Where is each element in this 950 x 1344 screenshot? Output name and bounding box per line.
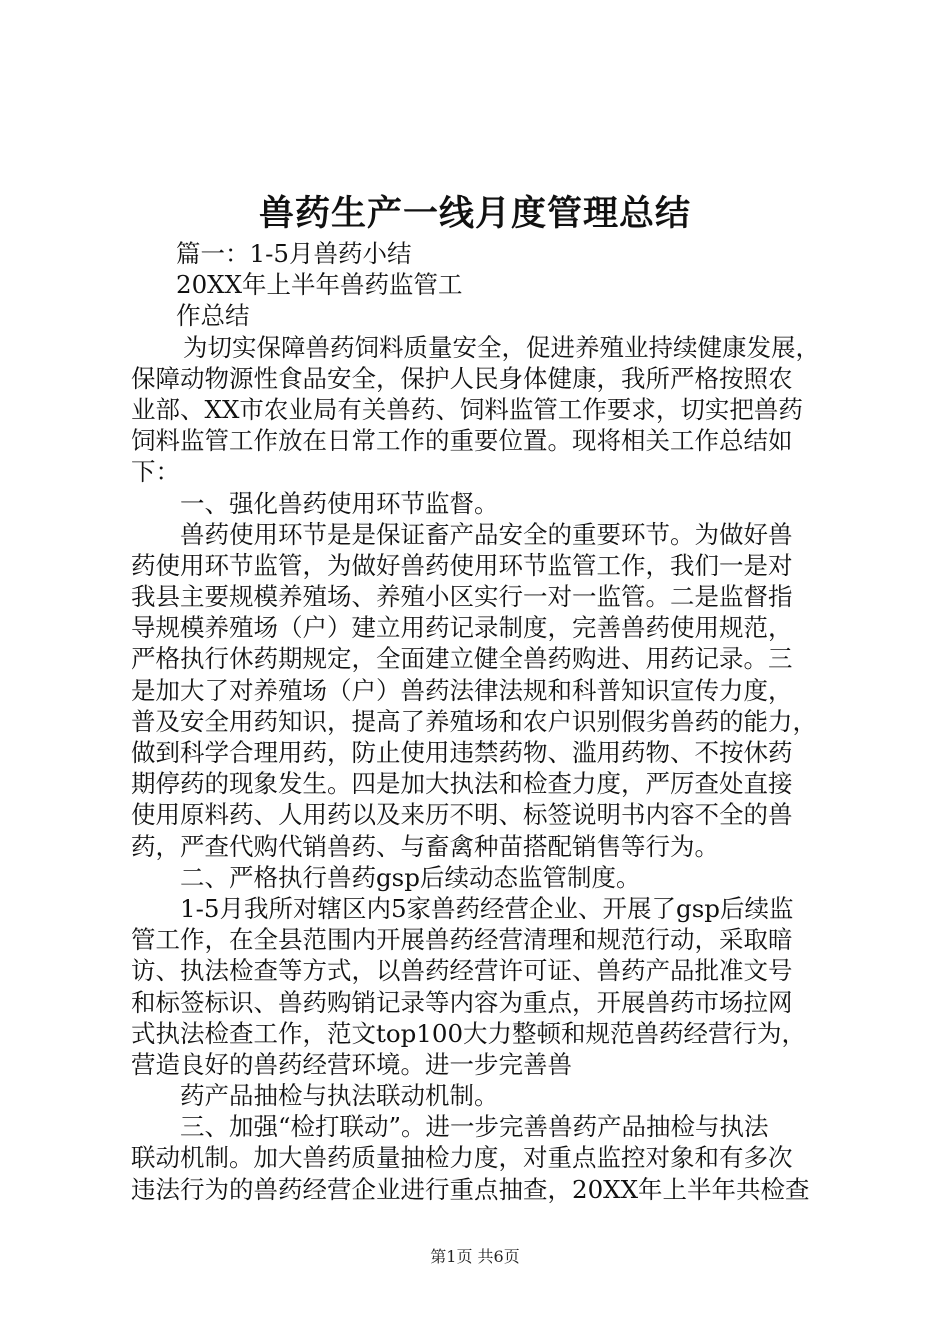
paragraph-line: 严格执行休药期规定，全面建立健全兽药购进、用药记录。三 [131, 644, 793, 674]
paragraph-line: 药，严查代购代销兽药、与畜禽种苗搭配销售等行为。 [131, 831, 719, 861]
paragraph-line: 药产品抽检与执法联动机制。 [180, 1081, 499, 1111]
section-heading: 篇一：1-5月兽药小结 [176, 239, 412, 268]
document-title: 兽药生产一线月度管理总结 [258, 194, 691, 234]
section-heading: 一、强化兽药使用环节监督。 [180, 488, 499, 518]
subtitle-line: 作总结 [176, 301, 250, 331]
paragraph-line: 做到科学合理用药，防止使用违禁药物、滥用药物、不按休药 [131, 738, 793, 767]
paragraph-line: 使用原料药、人用药以及来历不明、标签说明书内容不全的兽 [131, 800, 793, 830]
paragraph-line: 饲料监管工作放在日常工作的重要位置。现将相关工作总结如 [131, 426, 793, 456]
paragraph-line: 访、执法检查等方式，以兽药经营许可证、兽药产品批准文号 [131, 956, 793, 986]
paragraph-line: 联动机制。加大兽药质量抽检力度，对重点监控对象和有多次 [131, 1143, 793, 1173]
paragraph-line: 违法行为的兽药经营企业进行重点抽查，20XX年上半年共检查 [131, 1174, 810, 1204]
subtitle-line: 20XX年上半年兽药监管工 [176, 270, 463, 300]
paragraph-line: 和标签标识、兽药购销记录等内容为重点，开展兽药市场拉网 [131, 987, 793, 1017]
section-heading: 二、严格执行兽药gsp后续动态监管制度。 [180, 862, 641, 892]
paragraph-line: 我县主要规模养殖场、养殖小区实行一对一监管。二是监督指 [131, 582, 793, 612]
paragraph-line: 保障动物源性食品安全，保护人民身体健康，我所严格按照农 [131, 363, 793, 393]
paragraph-line: 是加大了对养殖场（户）兽药法律法规和科普知识宣传力度， [131, 675, 793, 705]
paragraph-line: 下： [131, 457, 180, 487]
paragraph-line: 管工作，在全县范围内开展兽药经营清理和规范行动，采取暗 [131, 925, 793, 955]
paragraph-line: 1-5月我所对辖区内5家兽药经营企业、开展了gsp后续监 [180, 893, 794, 923]
paragraph-line: 营造良好的兽药经营环境。进一步完善兽 [131, 1049, 572, 1079]
paragraph-line: 普及安全用药知识，提高了养殖场和农户识别假劣兽药的能力， [131, 706, 817, 736]
paragraph-line: 业部、XX市农业局有关兽药、饲料监管工作要求，切实把兽药 [131, 394, 803, 424]
paragraph-line: 式执法检查工作，范文top100大力整顿和规范兽药经营行为， [131, 1018, 807, 1048]
document-body [131, 238, 843, 1205]
paragraph-line: 导规模养殖场（户）建立用药记录制度，完善兽药使用规范， [131, 613, 793, 643]
paragraph-line: 兽药使用环节是是保证畜产品安全的重要环节。为做好兽 [180, 519, 793, 549]
paragraph-line: 为切实保障兽药饲料质量安全，促进养殖业持续健康发展， [183, 332, 820, 362]
paragraph-line: 期停药的现象发生。四是加大执法和检查力度，严厉查处直接 [131, 769, 793, 799]
paragraph-line: 药使用环节监管，为做好兽药使用环节监管工作，我们一是对 [131, 550, 793, 580]
page-footer: 第1页 共6页 [430, 1247, 520, 1266]
section-heading: 三、加强“检打联动”。进一步完善兽药产品抽检与执法 [180, 1112, 769, 1142]
